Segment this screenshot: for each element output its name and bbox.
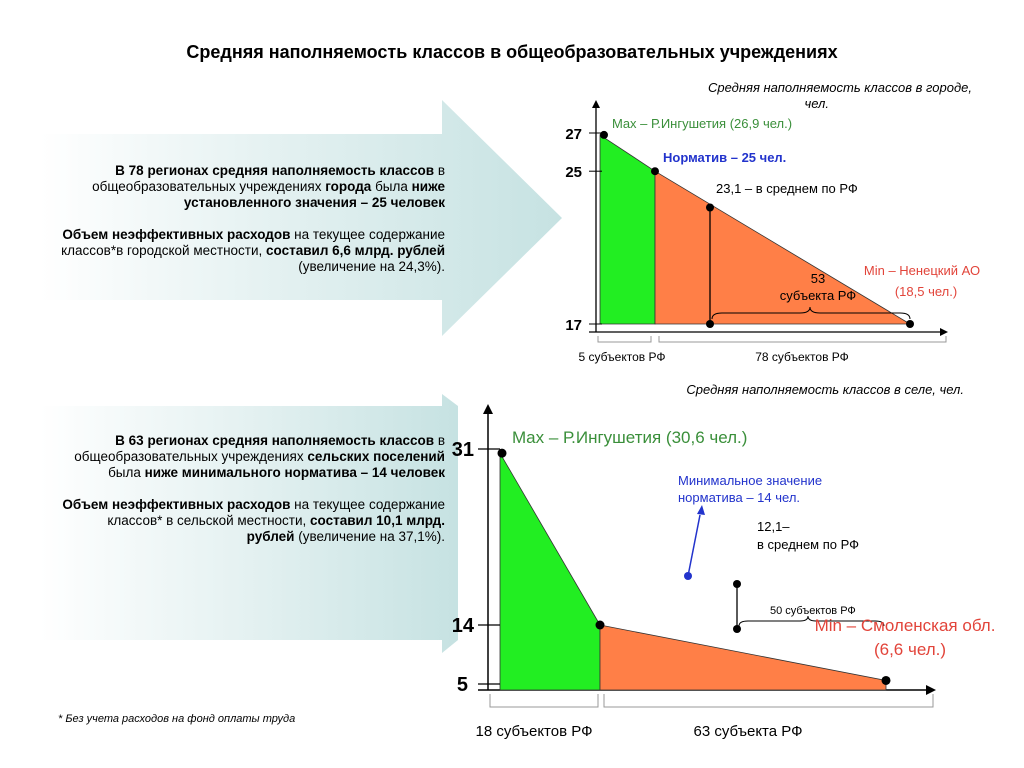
village-x-bracket-2 [604, 694, 933, 707]
city-min-sublabel: (18,5 чел.) [894, 284, 958, 299]
village-norm-label: Минимальное значение [678, 473, 823, 488]
village-norm-arrow [688, 515, 700, 576]
village-norm-arrowhead [697, 505, 705, 515]
village-chart-title: Средняя наполняемость классов в селе, чел. [686, 382, 964, 397]
city-average-label: 23,1 – в среднем по РФ [716, 181, 858, 196]
village-x-bracket-1 [490, 694, 598, 707]
text-run: была [371, 179, 412, 194]
village-green-area [500, 453, 600, 690]
village-norm-point [596, 621, 605, 630]
text-run: была [108, 465, 145, 480]
text-run: в общеобразовательных учреждениях [74, 433, 445, 464]
city-x-bracket-2 [659, 336, 946, 342]
city-chart [565, 100, 980, 364]
village-min-point [882, 676, 891, 685]
city-x-bracket-1 [598, 336, 651, 342]
village-max-label: Max – Р.Ингушетия (30,6 чел.) [512, 428, 748, 447]
city-min-point [906, 320, 914, 328]
text-run: на текущее содержание классов* в сельской местности, [107, 497, 445, 528]
city-average-point [706, 203, 714, 211]
page-title: Средняя наполняемость классов в общеобразовательных учреждениях [186, 42, 838, 62]
city-min-label: Min – Ненецкий АО [863, 263, 981, 278]
city-x-label: 78 субъектов РФ [755, 350, 849, 364]
city-x-label: 5 субъектов РФ [578, 350, 666, 364]
city-y-tick: 27 [565, 126, 582, 143]
village-paragraph-1 [60, 433, 445, 481]
text-run: (увеличение на 24,3%). [298, 259, 445, 274]
village-min-sublabel: (6,6 чел.) [873, 640, 947, 659]
text-run: Объем неэффективных расходов [62, 227, 291, 242]
text-run: В 63 регионах средняя наполняемость классов [115, 433, 435, 448]
city-green-area [600, 135, 655, 324]
city-norm-point [651, 167, 659, 175]
text-run: В 78 регионах средняя наполняемость классов [115, 163, 435, 178]
city-max-point [600, 131, 608, 139]
text-run: в общеобразовательных учреждениях [92, 163, 445, 194]
text-run: Объем неэффективных расходов [62, 497, 291, 512]
village-average-sublabel: в среднем по РФ [757, 537, 860, 552]
footnote: * Без учета расходов на фонд оплаты труда [58, 713, 296, 725]
city-paragraph-2 [60, 227, 445, 275]
city-max-label: Max – Р.Ингушетия (26,9 чел.) [612, 116, 793, 131]
village-norm-arrow-dot [684, 572, 692, 580]
text-run: ниже установленного значения – 25 человек [183, 179, 445, 210]
text-run: составил 10,1 млрд. рублей [246, 513, 445, 544]
city-paragraph-1 [60, 163, 445, 211]
village-y-tick: 14 [451, 615, 474, 637]
text-run: города [325, 179, 372, 194]
city-brace-label: субъекта РФ [779, 288, 857, 303]
village-y-tick: 5 [456, 674, 468, 696]
village-chart [452, 404, 996, 740]
text-run: ниже минимального норматива – 14 человек [144, 465, 445, 480]
city-text-panel [60, 163, 445, 291]
village-paragraph-2 [60, 497, 445, 545]
city-y-tick: 25 [565, 164, 582, 182]
text-run: сельских поселений [307, 449, 445, 464]
village-text-panel [60, 433, 445, 561]
city-brace-count: 53 [810, 271, 826, 286]
city-chart-title-line: чел. [804, 96, 829, 111]
village-max-point [498, 449, 507, 458]
text-run: на текущее содержание классов*в городской местности, [61, 227, 445, 258]
village-x-label: 63 субъекта РФ [693, 723, 803, 740]
village-average-label: 12,1– [757, 519, 790, 534]
village-average-base-point [733, 625, 741, 633]
village-brace-label: 50 субъектов РФ [770, 605, 856, 617]
village-y-tick: 31 [451, 439, 474, 461]
city-norm-label: Норматив – 25 чел. [663, 150, 787, 165]
village-average-point [733, 580, 741, 588]
text-run: (увеличение на 37,1%). [294, 529, 445, 544]
village-min-label: Min – Смоленская обл. [814, 616, 996, 635]
city-y-tick: 17 [565, 317, 582, 334]
village-x-label: 18 субъектов РФ [475, 723, 593, 740]
village-norm-sublabel: норматива – 14 чел. [678, 490, 801, 505]
text-run: составил 6,6 млрд. рублей [266, 243, 445, 258]
city-average-base-point [706, 320, 714, 328]
city-chart-title [600, 80, 972, 112]
city-chart-title-line: Средняя наполняемость классов в городе, [707, 80, 972, 95]
